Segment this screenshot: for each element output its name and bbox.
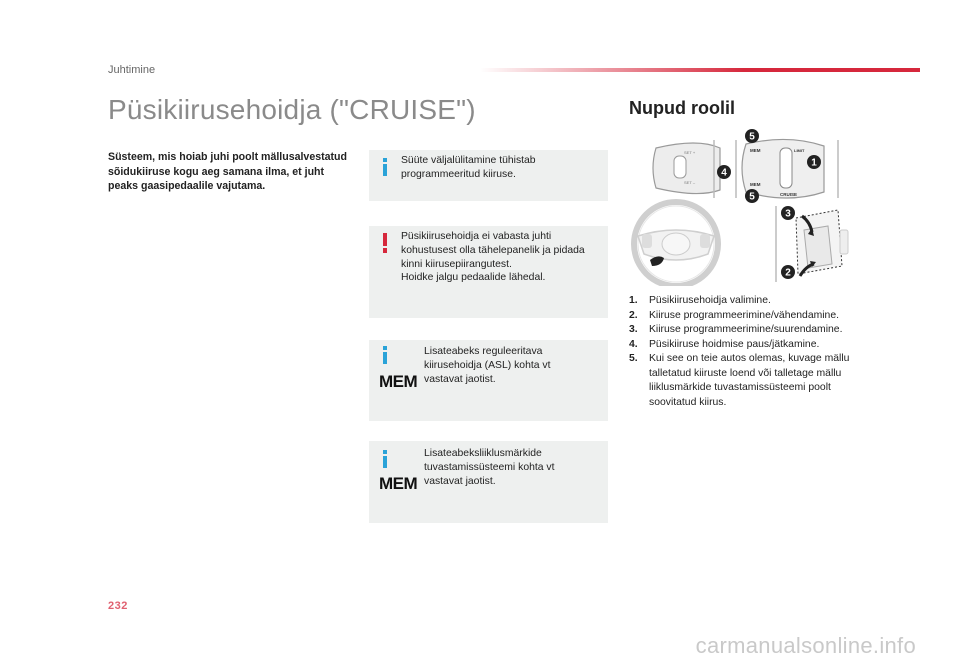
callout-4 (717, 165, 731, 179)
list-item: 5. Kui see on teie autos olemas, kuvage mällu talletatud kiiruste loend või talletage mällu liiklusmärkide tuvastamissüsteemi poolt soovitatud kiirus. (629, 353, 850, 408)
note-line: Püsikiirusehoidja ei vabasta juhti (401, 231, 552, 242)
svg-text:4: 4 (721, 167, 727, 179)
page-number: 232 (108, 600, 128, 612)
figure-label-cruise: CRUISE (780, 192, 798, 197)
callout-3 (781, 206, 795, 220)
figure-label-set-plus: SET + (684, 150, 696, 155)
info-icon (381, 450, 389, 468)
note-line: kiirusehoidja (ASL) kohta vt (424, 359, 551, 371)
note-box-ignition (369, 150, 608, 201)
list-item: 3. Kiiruse programmeerimine/suurendamine. (629, 324, 843, 335)
note-line: vastavat jaotist. (424, 373, 496, 385)
list-item: 4. Püsikiiruse hoidmise paus/jätkamine. (629, 338, 820, 350)
intro-text: Süsteem, mis hoiab juhi poolt mällusalvestatud sõidukiiruse kogu aeg samana ilma, et juht peaks gaasipedaalile vajutama. (108, 151, 347, 192)
svg-text:3: 3 (785, 208, 791, 220)
section-label: Juhtimine (108, 64, 156, 76)
steering-wheel-icon (634, 202, 718, 286)
left-control-pad (653, 140, 720, 198)
note-line: Lisateabeksliiklusmärkide (424, 448, 542, 459)
mem-label: MEM (379, 474, 418, 493)
note-line: Hoidke jalgu pedaalide lähedal. (401, 272, 546, 284)
svg-text:1: 1 (811, 157, 817, 169)
note-line: programmeeritud kiiruse. (401, 168, 516, 180)
callout-5-top (745, 129, 759, 143)
note-line: tuvastamissüsteemi kohta vt (424, 461, 555, 473)
note-box-asl (369, 340, 608, 421)
note-line: vastavat jaotist. (424, 475, 496, 487)
page-title: Püsikiirusehoidja ("CRUISE") (108, 94, 476, 125)
note-line: kohustusest olla tähelepanelik ja pidada (401, 244, 585, 256)
callout-2 (781, 265, 795, 279)
figure-label-mem-bottom: MEM (750, 182, 761, 187)
steering-wheel-controls-figure (628, 126, 860, 286)
controls-list (629, 294, 879, 410)
svg-text:5: 5 (749, 191, 755, 203)
note-line: kinni kiirusepiirangutest. (401, 258, 512, 270)
mem-label: MEM (379, 372, 418, 391)
info-icon (381, 158, 389, 176)
note-box-traffic-sign (369, 441, 608, 523)
svg-text:2: 2 (785, 267, 791, 279)
controls-title: Nupud roolil (629, 98, 735, 118)
header-accent-bar (480, 68, 920, 72)
figure-label-mem-top: MEM (750, 148, 761, 153)
note-box-warning (369, 226, 608, 318)
list-item: 1. Püsikiirusehoidja valimine. (629, 295, 771, 306)
note-line: Lisateabeks reguleeritava (424, 346, 543, 357)
figure-label-set-minus: SET – (684, 180, 696, 185)
svg-text:5: 5 (749, 131, 755, 143)
info-icon (381, 346, 389, 364)
callout-1 (807, 155, 821, 169)
callout-5-bottom (745, 189, 759, 203)
watermark: carmanualsonline.info (695, 633, 916, 658)
list-item: 2. Kiiruse programmeerimine/vähendamine. (629, 309, 840, 321)
warning-icon (381, 233, 389, 253)
note-line: Süüte väljalülitamine tühistab (401, 155, 536, 166)
figure-label-limit: LIMIT (794, 148, 805, 153)
